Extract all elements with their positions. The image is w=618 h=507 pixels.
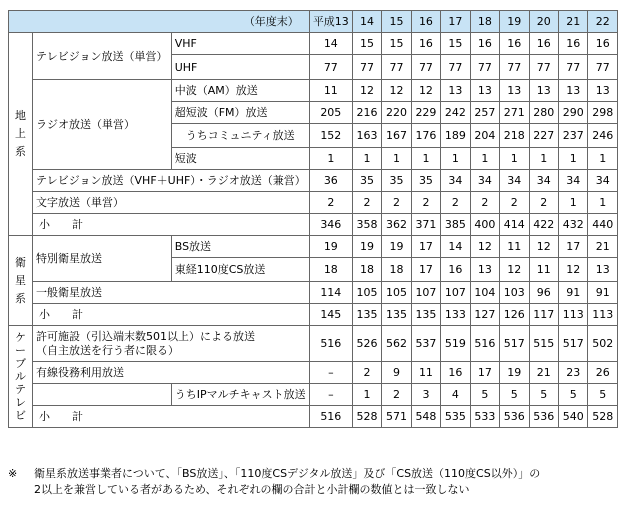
cell: 167 bbox=[382, 124, 411, 148]
category-char: ル bbox=[14, 370, 26, 383]
cell: 34 bbox=[558, 170, 587, 192]
cell: 2 bbox=[500, 192, 529, 214]
cell: 246 bbox=[588, 124, 618, 148]
cell: 15 bbox=[441, 33, 470, 55]
text-broadcast-label: 文字放送（単営） bbox=[32, 192, 309, 214]
cell: 362 bbox=[382, 214, 411, 236]
cell: 371 bbox=[411, 214, 440, 236]
cell: 34 bbox=[588, 170, 618, 192]
cell: 77 bbox=[558, 55, 587, 80]
cell: 91 bbox=[558, 282, 587, 304]
cell: 516 bbox=[309, 326, 352, 362]
table-row bbox=[9, 214, 618, 236]
cell: 13 bbox=[588, 80, 618, 102]
cell: 107 bbox=[411, 282, 440, 304]
cell: 1 bbox=[352, 384, 381, 406]
cell: 17 bbox=[470, 362, 499, 384]
category-char: ー bbox=[14, 344, 26, 357]
cell: 528 bbox=[588, 406, 618, 428]
cell: 11 bbox=[411, 362, 440, 384]
wired-service-label: 有線役務利用放送 bbox=[32, 362, 309, 384]
cell: 19 bbox=[309, 236, 352, 258]
cell: 13 bbox=[558, 80, 587, 102]
table-row bbox=[9, 170, 618, 192]
cell: 17 bbox=[411, 236, 440, 258]
cell: 189 bbox=[441, 124, 470, 148]
am-label: 中波（AM）放送 bbox=[171, 80, 309, 102]
cell: 2 bbox=[441, 192, 470, 214]
cell: 5 bbox=[500, 384, 529, 406]
cell: 257 bbox=[470, 102, 499, 124]
year-17: 17 bbox=[441, 11, 470, 33]
cell: 12 bbox=[382, 80, 411, 102]
cell: 77 bbox=[588, 55, 618, 80]
category-satellite bbox=[9, 236, 33, 326]
cell: 515 bbox=[529, 326, 558, 362]
cell: 34 bbox=[500, 170, 529, 192]
cell: 16 bbox=[441, 362, 470, 384]
cell: 13 bbox=[441, 80, 470, 102]
year-22: 22 bbox=[588, 11, 618, 33]
year-15: 15 bbox=[382, 11, 411, 33]
broadcaster-table-wrap bbox=[8, 10, 618, 428]
broadcaster-count-table bbox=[8, 10, 618, 428]
cell: 15 bbox=[382, 33, 411, 55]
header-row bbox=[9, 11, 618, 33]
cell: 385 bbox=[441, 214, 470, 236]
cell: 176 bbox=[411, 124, 440, 148]
cell: 237 bbox=[558, 124, 587, 148]
cell: 18 bbox=[382, 258, 411, 282]
cell: 1 bbox=[588, 148, 618, 170]
cell: 113 bbox=[588, 304, 618, 326]
table-row bbox=[9, 406, 618, 428]
cell: 9 bbox=[382, 362, 411, 384]
cell: 114 bbox=[309, 282, 352, 304]
cell: 548 bbox=[411, 406, 440, 428]
table-row bbox=[9, 236, 618, 258]
cell: 145 bbox=[309, 304, 352, 326]
cell: 16 bbox=[411, 33, 440, 55]
tv-single-label: テレビジョン放送（単営） bbox=[32, 33, 171, 80]
cell: 14 bbox=[441, 236, 470, 258]
cell: 107 bbox=[441, 282, 470, 304]
cell: 117 bbox=[529, 304, 558, 326]
year-18: 18 bbox=[470, 11, 499, 33]
cell: 536 bbox=[500, 406, 529, 428]
terrestrial-subtotal-label: 小 計 bbox=[32, 214, 309, 236]
cell: 13 bbox=[470, 258, 499, 282]
category-terrestrial bbox=[9, 33, 33, 236]
footnote bbox=[8, 466, 614, 498]
licensed-line1: 許可施設（引込端末数501以上）による放送 bbox=[35, 329, 255, 343]
cell: 218 bbox=[500, 124, 529, 148]
cell: 298 bbox=[588, 102, 618, 124]
cell: 519 bbox=[441, 326, 470, 362]
cell: 5 bbox=[529, 384, 558, 406]
cell: 2 bbox=[529, 192, 558, 214]
cell: 1 bbox=[352, 148, 381, 170]
footnote-mark: ※ bbox=[8, 467, 18, 480]
cell: – bbox=[309, 362, 352, 384]
cell: 502 bbox=[588, 326, 618, 362]
footnote-line1 bbox=[8, 466, 614, 482]
community-label: うちコミュニティ放送 bbox=[171, 124, 309, 148]
cell: 19 bbox=[352, 236, 381, 258]
cell: 2 bbox=[470, 192, 499, 214]
category-char: テ bbox=[14, 383, 26, 396]
cell: 16 bbox=[558, 33, 587, 55]
cell: 23 bbox=[558, 362, 587, 384]
table-row bbox=[9, 326, 618, 362]
cell: 21 bbox=[588, 236, 618, 258]
cell: 35 bbox=[382, 170, 411, 192]
cell: 11 bbox=[500, 236, 529, 258]
cell: 34 bbox=[441, 170, 470, 192]
cell: 12 bbox=[500, 258, 529, 282]
cs110-label: 東経110度CS放送 bbox=[171, 258, 309, 282]
cell: 346 bbox=[309, 214, 352, 236]
year-h13: 平成13 bbox=[309, 11, 352, 33]
general-satellite-label: 一般衛星放送 bbox=[32, 282, 309, 304]
cell: 2 bbox=[382, 192, 411, 214]
cell: 18 bbox=[309, 258, 352, 282]
cell: 432 bbox=[558, 214, 587, 236]
cell: 517 bbox=[558, 326, 587, 362]
cell: 35 bbox=[411, 170, 440, 192]
cell: 1 bbox=[382, 148, 411, 170]
special-satellite-label: 特別衛星放送 bbox=[32, 236, 171, 282]
cell: 12 bbox=[411, 80, 440, 102]
cell: 2 bbox=[411, 192, 440, 214]
cell: 204 bbox=[470, 124, 499, 148]
cell: 113 bbox=[558, 304, 587, 326]
cell: 440 bbox=[588, 214, 618, 236]
cell: 77 bbox=[352, 55, 381, 80]
cell: 1 bbox=[588, 192, 618, 214]
cell: 533 bbox=[470, 406, 499, 428]
cell: 77 bbox=[500, 55, 529, 80]
cell: 105 bbox=[382, 282, 411, 304]
cell: 229 bbox=[411, 102, 440, 124]
cell: 34 bbox=[529, 170, 558, 192]
footnote-line2: 2以上を兼営している者があるため、それぞれの欄の合計と小計欄の数値とは一致しない bbox=[34, 483, 470, 496]
cable-subtotal-label: 小 計 bbox=[32, 406, 309, 428]
vhf-label: VHF bbox=[171, 33, 309, 55]
category-cable bbox=[9, 326, 33, 428]
cell: 16 bbox=[441, 258, 470, 282]
footnote-text1: 衛星系放送事業者について、「BS放送」、「110度CSデジタル放送」及び「CS放送（110度CS以外）」の bbox=[34, 467, 541, 480]
cell: 103 bbox=[500, 282, 529, 304]
cell: 15 bbox=[352, 33, 381, 55]
cell: 358 bbox=[352, 214, 381, 236]
cell: 11 bbox=[309, 80, 352, 102]
satellite-subtotal-label: 小 計 bbox=[32, 304, 309, 326]
category-char: ケ bbox=[14, 331, 26, 344]
radio-single-label: ラジオ放送（単営） bbox=[32, 80, 171, 170]
cell: 3 bbox=[411, 384, 440, 406]
category-char: レ bbox=[14, 396, 26, 409]
cell: 242 bbox=[441, 102, 470, 124]
year-16: 16 bbox=[411, 11, 440, 33]
table-row bbox=[9, 304, 618, 326]
cell: 104 bbox=[470, 282, 499, 304]
category-char: 地 bbox=[14, 109, 26, 122]
cell: 1 bbox=[411, 148, 440, 170]
cell: 105 bbox=[352, 282, 381, 304]
cell: 5 bbox=[470, 384, 499, 406]
cell: 4 bbox=[441, 384, 470, 406]
cell: 1 bbox=[470, 148, 499, 170]
cell: 77 bbox=[382, 55, 411, 80]
cell: 77 bbox=[470, 55, 499, 80]
cell: 12 bbox=[352, 80, 381, 102]
cell: 1 bbox=[500, 148, 529, 170]
blank-cell bbox=[32, 384, 171, 406]
cell: 1 bbox=[558, 192, 587, 214]
table-row bbox=[9, 384, 618, 406]
cell: 1 bbox=[558, 148, 587, 170]
cell: 12 bbox=[558, 258, 587, 282]
table-row bbox=[9, 362, 618, 384]
cell: 133 bbox=[441, 304, 470, 326]
cell: 77 bbox=[441, 55, 470, 80]
cell: 528 bbox=[352, 406, 381, 428]
cell: 227 bbox=[529, 124, 558, 148]
cell: 19 bbox=[382, 236, 411, 258]
cell: 12 bbox=[529, 236, 558, 258]
cell: 526 bbox=[352, 326, 381, 362]
cell: 34 bbox=[470, 170, 499, 192]
table-row bbox=[9, 282, 618, 304]
cell: 96 bbox=[529, 282, 558, 304]
ip-multicast-label: うちIPマルチキャスト放送 bbox=[171, 384, 309, 406]
cell: 414 bbox=[500, 214, 529, 236]
cell: 163 bbox=[352, 124, 381, 148]
year-21: 21 bbox=[558, 11, 587, 33]
cell: 571 bbox=[382, 406, 411, 428]
cell: 36 bbox=[309, 170, 352, 192]
cell: 13 bbox=[588, 258, 618, 282]
cell: 2 bbox=[309, 192, 352, 214]
cell: 77 bbox=[529, 55, 558, 80]
cell: 91 bbox=[588, 282, 618, 304]
year-19: 19 bbox=[500, 11, 529, 33]
year-end-label: （年度末） bbox=[9, 11, 310, 33]
cell: 26 bbox=[588, 362, 618, 384]
category-char: 上 bbox=[14, 127, 26, 140]
cell: 127 bbox=[470, 304, 499, 326]
licensed-facility-label bbox=[32, 326, 309, 362]
category-char: 衛 bbox=[14, 255, 26, 269]
tv-radio-label: テレビジョン放送（VHF＋UHF）・ラジオ放送（兼営） bbox=[32, 170, 309, 192]
cell: 1 bbox=[529, 148, 558, 170]
cell: 205 bbox=[309, 102, 352, 124]
cell: 2 bbox=[382, 384, 411, 406]
category-char: 星 bbox=[14, 273, 26, 287]
cell: 216 bbox=[352, 102, 381, 124]
table-row bbox=[9, 192, 618, 214]
category-char: 系 bbox=[14, 291, 26, 305]
cell: 17 bbox=[411, 258, 440, 282]
year-20: 20 bbox=[529, 11, 558, 33]
cell: 280 bbox=[529, 102, 558, 124]
cell: 562 bbox=[382, 326, 411, 362]
fm-label: 超短波（FM）放送 bbox=[171, 102, 309, 124]
cell: 16 bbox=[500, 33, 529, 55]
cell: 16 bbox=[529, 33, 558, 55]
cell: 271 bbox=[500, 102, 529, 124]
category-char: ブ bbox=[14, 357, 26, 370]
cell: 77 bbox=[411, 55, 440, 80]
cell: 17 bbox=[558, 236, 587, 258]
cell: 35 bbox=[352, 170, 381, 192]
cell: 516 bbox=[470, 326, 499, 362]
cell: 535 bbox=[441, 406, 470, 428]
cell: 540 bbox=[558, 406, 587, 428]
table-row bbox=[9, 80, 618, 102]
cell: 14 bbox=[309, 33, 352, 55]
category-char: ビ bbox=[14, 409, 26, 422]
cell: 537 bbox=[411, 326, 440, 362]
cell: 11 bbox=[529, 258, 558, 282]
cell: 77 bbox=[309, 55, 352, 80]
cell: 220 bbox=[382, 102, 411, 124]
cell: 2 bbox=[352, 192, 381, 214]
cell: 516 bbox=[309, 406, 352, 428]
cell: 5 bbox=[558, 384, 587, 406]
bs-label: BS放送 bbox=[171, 236, 309, 258]
cell: 18 bbox=[352, 258, 381, 282]
cell: 126 bbox=[500, 304, 529, 326]
cell: 400 bbox=[470, 214, 499, 236]
cell: 21 bbox=[529, 362, 558, 384]
cell: 13 bbox=[500, 80, 529, 102]
cell: 1 bbox=[309, 148, 352, 170]
shortwave-label: 短波 bbox=[171, 148, 309, 170]
year-14: 14 bbox=[352, 11, 381, 33]
cell: 16 bbox=[588, 33, 618, 55]
cell: 422 bbox=[529, 214, 558, 236]
cell: 152 bbox=[309, 124, 352, 148]
cell: 2 bbox=[352, 362, 381, 384]
cell: 1 bbox=[441, 148, 470, 170]
cell: 13 bbox=[529, 80, 558, 102]
licensed-line2: （自主放送を行う者に限る） bbox=[35, 343, 179, 357]
table-row bbox=[9, 33, 618, 55]
cell: – bbox=[309, 384, 352, 406]
cell: 290 bbox=[558, 102, 587, 124]
category-char: 系 bbox=[14, 145, 26, 158]
uhf-label: UHF bbox=[171, 55, 309, 80]
cell: 19 bbox=[500, 362, 529, 384]
cell: 135 bbox=[382, 304, 411, 326]
cell: 12 bbox=[470, 236, 499, 258]
cell: 135 bbox=[411, 304, 440, 326]
cell: 517 bbox=[500, 326, 529, 362]
cell: 16 bbox=[470, 33, 499, 55]
cell: 536 bbox=[529, 406, 558, 428]
cell: 13 bbox=[470, 80, 499, 102]
cell: 5 bbox=[588, 384, 618, 406]
cell: 135 bbox=[352, 304, 381, 326]
